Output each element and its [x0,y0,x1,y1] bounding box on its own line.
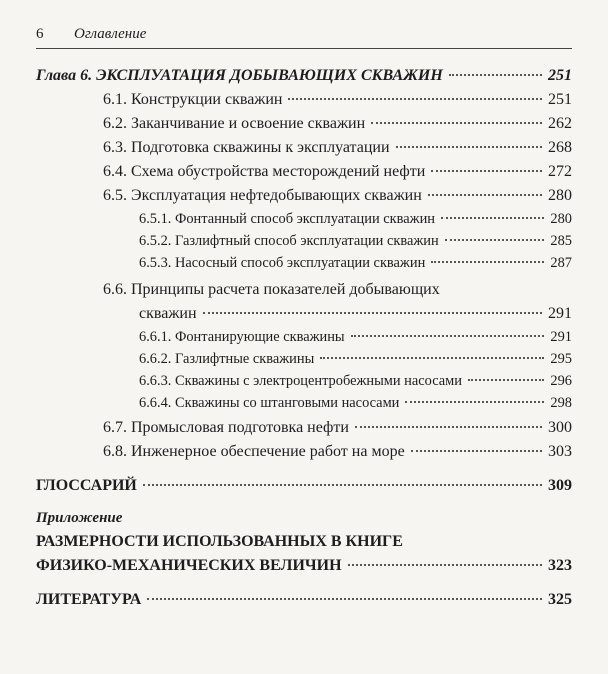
toc-entry-title: 6.5.2. Газлифтный способ эксплуатации скважин [139,233,439,249]
toc-entry-page: 298 [550,395,572,411]
dot-leader [320,357,544,359]
toc-entry-6-6-3[interactable] [36,370,572,392]
toc-entry-title: 6.5.1. Фонтанный способ эксплуатации скважин [139,211,435,227]
toc-literature[interactable] [36,588,572,612]
toc-entry-6-4[interactable] [36,160,572,184]
toc-entry-page: 291 [550,329,572,345]
toc-entry-6-6-2[interactable] [36,348,572,370]
toc-entry-6-8[interactable] [36,440,572,464]
toc-entry-page: 300 [548,419,572,436]
dot-leader [203,312,543,314]
toc-entry-page: 268 [548,139,572,156]
dot-leader [147,598,542,600]
toc-entry-title: 6.3. Подготовка скважины к эксплуатации [103,139,390,156]
toc-entry-title: ГЛОССАРИЙ [36,477,137,494]
toc-entry-page: 280 [550,211,572,227]
toc-entry-page: 287 [550,255,572,271]
toc-appendix[interactable] [36,506,572,578]
toc-entry-title: 6.8. Инженерное обеспечение работ на море [103,443,405,460]
toc-entry-6-6[interactable] [36,278,572,326]
toc-entry-title: 6.7. Промысловая подготовка нефти [103,419,349,436]
toc-entry-title: 6.2. Заканчивание и освоение скважин [103,115,366,132]
toc-entry-6-5-1[interactable] [36,208,572,230]
dot-leader [431,170,542,172]
toc-entry-page: 291 [548,305,572,322]
dot-leader [371,122,542,124]
toc-entry-title-line2: ФИЗИКО-МЕХАНИЧЕСКИХ ВЕЛИЧИН [36,557,342,574]
dot-leader [441,217,544,219]
dot-leader [411,450,542,452]
toc-entry-page: 272 [548,163,572,180]
toc-entry-6-2[interactable] [36,112,572,136]
dot-leader [355,426,542,428]
toc-entry-title-line2: скважин [139,305,197,322]
toc-entry-page: 262 [548,115,572,132]
toc-entry-6-5[interactable] [36,184,572,208]
toc-entry-6-6-1[interactable] [36,326,572,348]
toc-entry-page: 303 [548,443,572,460]
toc-entry-6-5-2[interactable] [36,230,572,252]
header-rule [36,48,572,49]
toc-entry-page: 309 [548,477,572,494]
toc-entry-title: 6.1. Конструкции скважин [103,91,283,108]
toc-entry-6-5-3[interactable] [36,252,572,274]
dot-leader [405,401,544,403]
toc-entry-page: 323 [548,557,572,574]
toc-glossary[interactable] [36,474,572,498]
toc-chapter-6[interactable] [36,64,572,88]
toc-entry-page: 251 [548,67,572,84]
page-header [36,26,572,50]
dot-leader [445,239,545,241]
dot-leader [288,98,542,100]
dot-leader [348,564,542,566]
toc-entry-title-line1: РАЗМЕРНОСТИ ИСПОЛЬЗОВАННЫХ В КНИГЕ [36,533,403,550]
toc-entry-6-6-4[interactable] [36,392,572,414]
toc-entry-title: 6.5. Эксплуатация нефтедобывающих скважин [103,187,422,204]
running-title: Оглавление [74,26,147,42]
toc-entry-page: 280 [548,187,572,204]
toc-entry-page: 295 [550,351,572,367]
toc-entry-title-line1: 6.6. Принципы расчета показателей добывающих [103,281,440,298]
toc-entry-title: 6.6.2. Газлифтные скважины [139,351,315,367]
dot-leader [428,194,542,196]
dot-leader [468,379,544,381]
toc-entry-title: 6.6.1. Фонтанирующие скважины [139,329,345,345]
toc-entry-page: 285 [550,233,572,249]
toc-entry-title: Глава 6. ЭКСПЛУАТАЦИЯ ДОБЫВАЮЩИХ СКВАЖИН [36,67,443,84]
appendix-label: Приложение [36,510,123,526]
toc-entry-6-3[interactable] [36,136,572,160]
toc-entry-6-1[interactable] [36,88,572,112]
dot-leader [351,335,545,337]
toc-entry-page: 325 [548,591,572,608]
dot-leader [449,74,542,76]
toc-entry-title: 6.4. Схема обустройства месторождений нефти [103,163,426,180]
toc-entry-title: ЛИТЕРАТУРА [36,591,142,608]
dot-leader [396,146,542,148]
dot-leader [431,261,544,263]
page-number: 6 [36,26,44,42]
dot-leader [143,484,542,486]
table-of-contents [36,64,572,612]
toc-entry-title: 6.5.3. Насосный способ эксплуатации скважин [139,255,426,271]
toc-entry-page: 251 [548,91,572,108]
toc-entry-title: 6.6.4. Скважины со штанговыми насосами [139,395,400,411]
toc-entry-page: 296 [550,373,572,389]
toc-entry-title: 6.6.3. Скважины с электроцентробежными насосами [139,373,462,389]
toc-entry-6-7[interactable] [36,416,572,440]
